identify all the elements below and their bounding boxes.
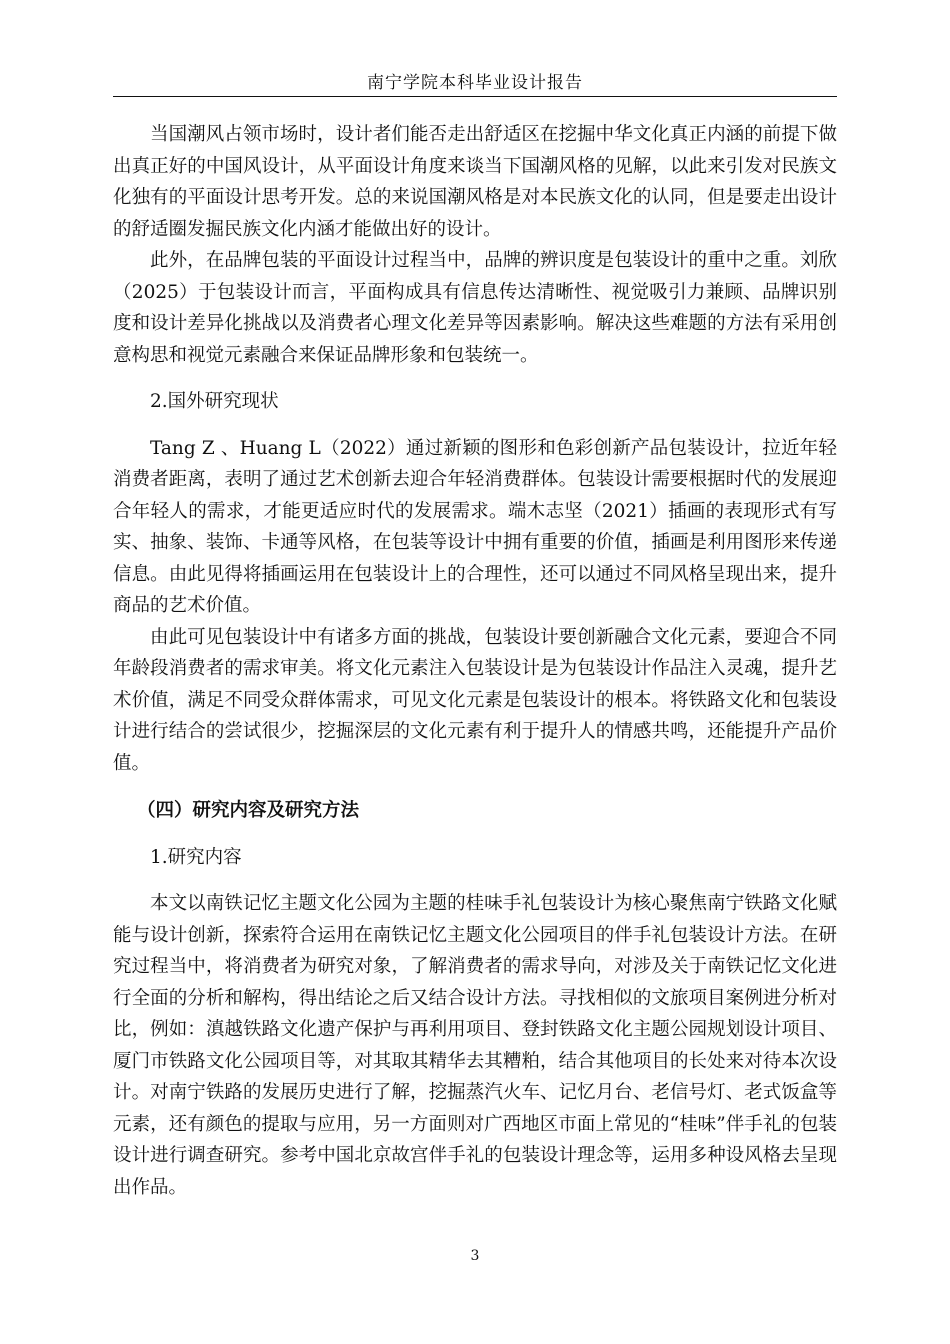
heading-foreign-research: 2.国外研究现状 — [150, 391, 279, 412]
page-header-title: 南宁学院本科毕业设计报告 — [367, 73, 583, 93]
page-number: 3 — [470, 1248, 480, 1264]
paragraph-brand-recognition: 此外，在品牌包装的平面设计过程当中，品牌的辨识度是包装设计的重中之重。刘欣（2025）于包装设计而言，平面构成具有信息传达清晰性、视觉吸引力兼顾、品牌识别度和设计差异化挑战以及消费者心理文化差异等因素影响。解决这些难题的方法有采用创意构思和视觉元素融合来保证品牌形象和包装统一。 — [113, 250, 837, 366]
header-divider — [113, 96, 837, 97]
document-body — [113, 119, 837, 1203]
paragraph-tang-huang: Tang Z 、Huang L（2022）通过新颖的图形和色彩创新产品包装设计，拉近年轻消费者距离，表明了通过艺术创新去迎合年轻消费群体。包装设计需要根据时代的发展迎合年轻人的需求，才能更适应时代的发展需求。端木志坚（2021）插画的表现形式有写实、抽象、装饰、卡通等风格，在包装等设计中拥有重要的价值，插画是利用图形来传递信息。由此见得将插画运用在包装设计上的合理性，还可以通过不同风格呈现出来，提升商品的艺术价值。 — [113, 437, 837, 616]
heading-research-content: 1.研究内容 — [150, 846, 242, 868]
heading-section-four: （四）研究内容及研究方法 — [137, 800, 360, 821]
paragraph-guochao: 当国潮风占领市场时，设计者们能否走出舒适区在挖掘中华文化真正内涵的前提下做出真正好的中国风设计，从平面设计角度来谈当下国潮风格的见解，以此来引发对民族文化独有的平面设计思考开发。总的来说国潮风格是对本民族文化的认同，但是要走出设计的舒适圈发掘民族文化内涵才能做出好的设计。 — [113, 124, 837, 240]
paragraph-packaging-challenges: 由此可见包装设计中有诸多方面的挑战，包装设计要创新融合文化元素，要迎合不同年龄段消费者的需求审美。将文化元素注入包装设计是为包装设计作品注入灵魂，提升艺术价值，满足不同受众群体需求，可见文化元素是包装设计的根本。将铁路文化和包装设计进行结合的尝试很少，挖掘深层的文化元素有利于提升人的情感共鸣，还能提升产品价值。 — [113, 626, 837, 774]
paragraph-research-content: 本文以南铁记忆主题文化公园为主题的桂味手礼包装设计为核心聚焦南宁铁路文化赋能与设计创新，探索符合运用在南铁记忆主题文化公园项目的伴手礼包装设计方法。在研究过程当中，将消费者为研究对象，了解消费者的需求导向，对涉及关于南铁记忆文化进行全面的分析和解构，得出结论之后又结合设计方法。寻找相似的文旅项目案例进分析对比，例如：滇越铁路文化遗产保护与再利用项目、登封铁路文化主题公园规划设计项目、厦门市铁路文化公园项目等，对其取其精华去其糟粕，结合其他项目的长处来对待本次设计。对南宁铁路的发展历史进行了解，挖掘蒸汽火车、记忆月台、老信号灯、老式饭盒等元素，还有颜色的提取与应用，另一方面则对广西地区市面上常见的“桂味”伴手礼的包装设计进行调查研究。参考中国北京故宫伴手礼的包装设计理念等，运用多种设风格去呈现出作品。 — [113, 893, 837, 1198]
